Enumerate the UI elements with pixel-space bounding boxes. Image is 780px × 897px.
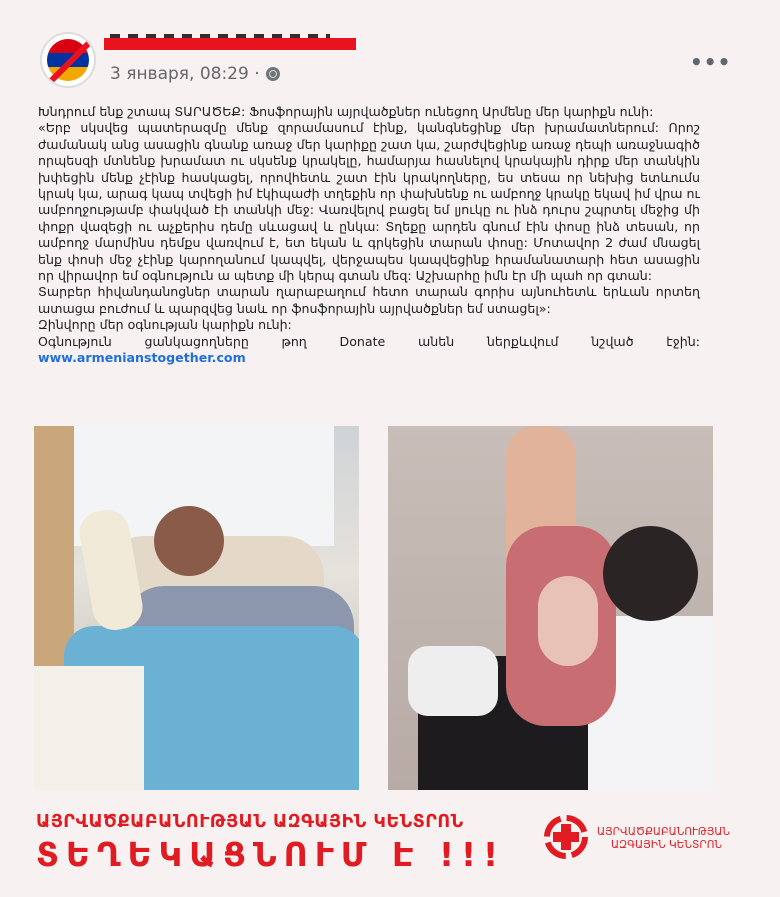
donate-link[interactable]: www.armenianstogether.com [38, 350, 246, 366]
logo-line: ԱԶԳԱՅԻՆ ԿԵՆՏՐՈՆ [611, 839, 723, 851]
globe-icon [266, 67, 280, 81]
center-name: ԱՅՐՎԱԾՔԱԲԱՆՈՒԹՅԱՆ ԱԶԳԱՅԻՆ ԿԵՆՏՐՈՆ [36, 812, 464, 832]
post-paragraph: Խնդրում ենք շտապ ՏԱՐԱԾԵՔ: Ֆոսֆորային այրվածքներ ունեցող Արմենը մեր կարիքն ունի: [38, 104, 654, 119]
hospital-photo-left[interactable] [34, 426, 359, 790]
post-paragraph: «Երբ սկսվեց պատերազմը մենք զորամասում էինք, կանգնեցինք մեր խրամատներում: Որոշ ժամանակ անց ասացին գնանք առաջ մեր կարիքը շատ կա, շարժվեցինք առաջ դեպի առաջնագիծ որպեսզի մտնենք խրամատ ու սկսենք կրակելը, համարյա հասնելով կրակային դիրք մեր տանկին խփեցին մենք չէինք հասկացել, որովհետև շատ էին կրակողները, ես տեսա որ նեխից ետևումս կրակ կա, արագ կապ տվեցի իմ էկիպաժի տղեքին որ փախնենք ու ամբողջ կրակը եկավ իմ վրա ու ամբողջությամբ փակված էի տանկի մեջ: Վառվելով բացել եմ լյուկը ու ինձ դուրս շպրտել մեջից մի փոքր վազեցի ու աչքերիս դեմը սևացավ և ընկա: Տղեքը արդեն գնում էին փոսը ինձ տեսան, որ ամբողջ մարմինս դեմքս վառվում է, ետ եկան և գրկեցին տարան փոսը: Մոտավոր 2 ժամ մնացել ենք փոսի մեջ չէինք կարողանում կապվել, վերջապես կապվեցինք հրամանատարի հետ ասացին որ վիրավոր եմ օգնություն ա պետք մի կերպ գտան մեզ: Աշխարհը իմն էր մի պահ որ գտան: [38, 120, 700, 284]
post-paragraph-donate [38, 334, 700, 367]
profile-avatar[interactable] [40, 32, 96, 88]
post-paragraph: Զինվորը մեր օգնության կարիքն ունի: [38, 317, 292, 333]
medical-cross-logo-icon [543, 814, 589, 860]
announcement-headline: ՏԵՂԵԿԱՑՆՈՒՄ Է !!! [36, 835, 506, 874]
logo-text [597, 826, 730, 852]
more-icon[interactable]: ••• [690, 50, 732, 74]
logo-line: ԱՅՐՎԱԾՔԱԲԱՆՈՒԹՅԱՆ [597, 826, 731, 838]
post-body [38, 104, 700, 367]
author-name-redacted[interactable] [104, 38, 356, 50]
hospital-photo-right[interactable] [388, 426, 713, 790]
post-timestamp[interactable]: 3 января, 08:29 · [110, 64, 260, 84]
post-paragraph: Տարբեր հիվանդանոցներ տարան ղարաբաղում հետո տարան գորիս այնուհետև երևան որտեղ ատացա բուժում և պարզվեց նաև որ ֆոսֆորային այրվածքներ եմ ստացել»: [38, 284, 700, 316]
donate-text: Օգնություն ցանկացողները թող Donate անեն ներքևվում նշված էջին: [38, 333, 700, 349]
post-meta [110, 64, 280, 84]
